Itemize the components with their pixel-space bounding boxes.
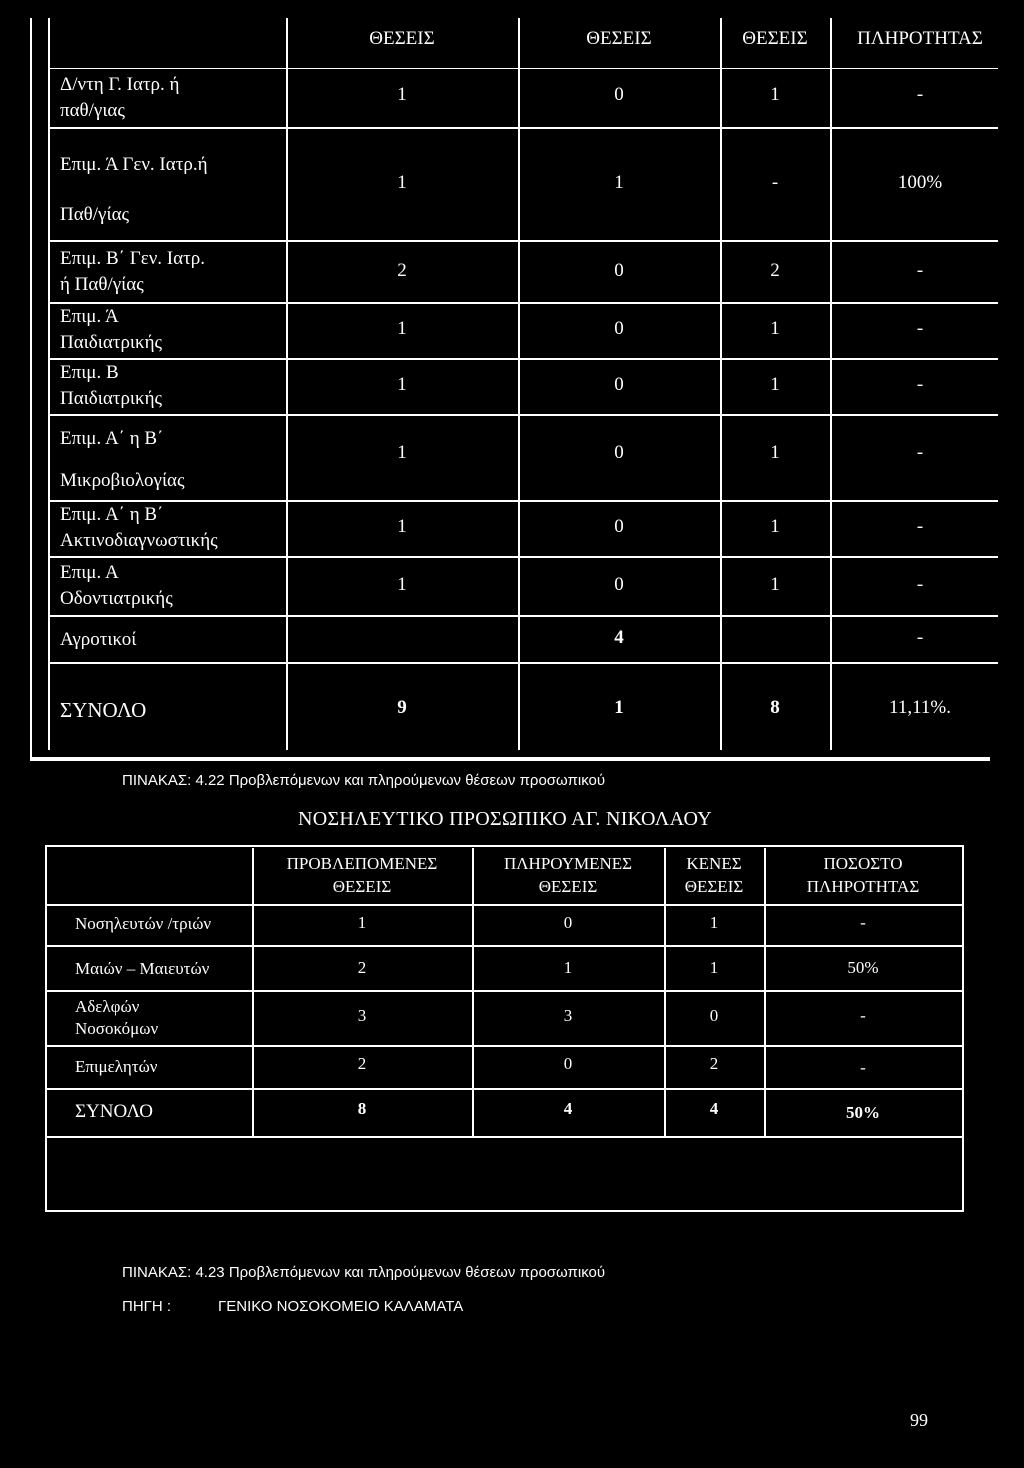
table1-cell: 2: [770, 260, 780, 281]
table2-cell: 0: [563, 913, 573, 932]
table1-row-label: Επιμ. Α΄ η Β΄ Ακτινοδιαγνωστικής: [60, 504, 218, 551]
table1-cell: 1: [397, 516, 407, 537]
table2-cell: 0: [563, 1054, 573, 1073]
table2-header-fill-rate: ΠΟΣΟΣΤΟ ΠΛΗΡΟΤΗΤΑΣ: [806, 854, 920, 896]
table1-cell: -: [916, 442, 924, 463]
table2-total-cell: 50%: [846, 1103, 880, 1122]
table1-cell: 1: [397, 318, 407, 339]
table1-row-label: Επιμ. Β Παιδιατρικής: [60, 362, 163, 409]
table1-total-cell: 9: [397, 697, 407, 718]
table1-row-label: Αγροτικοί: [60, 629, 137, 650]
table2-cell: 1: [357, 913, 367, 932]
table1-cell: 1: [770, 442, 780, 463]
table2-cell: -: [860, 1006, 866, 1025]
table2-row-label: Νοσηλευτών /τριών: [75, 914, 212, 933]
table1-cell: 0: [614, 318, 624, 339]
table1-cell: -: [916, 627, 924, 648]
table1-cell: 0: [614, 442, 624, 463]
table1-total-cell: 8: [770, 697, 780, 718]
table2-header-planned: ΠΡΟΒΛΕΠΟΜΕΝΕΣ ΘΕΣΕΙΣ: [286, 854, 438, 896]
table1-row-label: Επιμ. Ά Γεν. Ιατρ.ή Παθ/γίας: [60, 154, 208, 225]
table2-total-cell: 4: [563, 1099, 573, 1118]
table1-header-2: ΘΕΣΕΙΣ: [586, 28, 652, 49]
table2-total-label: ΣΥΝΟΛΟ: [75, 1101, 154, 1122]
table1-cell: 1: [614, 172, 624, 193]
section-title: ΝΟΣΗΛΕΥΤΙΚΟ ΠΡΟΣΩΠΙΚΟ ΑΓ. ΝΙΚΟΛΑΟΥ: [298, 808, 713, 830]
table1-row-label: Επιμ. Β΄ Γεν. Ιατρ. ή Παθ/γίας: [60, 248, 205, 295]
table1-cell: 1: [397, 442, 407, 463]
table2-cell: 1: [709, 913, 719, 932]
table2-total-cell: 4: [709, 1099, 719, 1118]
table1-total-label: ΣΥΝΟΛΟ: [60, 698, 147, 722]
table2-cell: -: [860, 1058, 866, 1077]
table2-cell: -: [860, 913, 866, 932]
table1-total-cell: 11,11%.: [889, 697, 951, 718]
table1-cell: 1: [770, 374, 780, 395]
table1-cell: 4: [614, 627, 624, 648]
table2-cell: 0: [709, 1006, 719, 1025]
table2-cell: 2: [357, 1054, 367, 1073]
table1-cell: 0: [614, 516, 624, 537]
table1-cell: 1: [397, 84, 407, 105]
table1-cell: 0: [614, 374, 624, 395]
table1-header-4: ΠΛΗΡΟΤΗΤΑΣ: [857, 28, 983, 49]
table2-row-label: Αδελφών Νοσοκόμων: [75, 997, 159, 1038]
table2-cell: 1: [709, 958, 719, 977]
source-value: ΓΕΝΙΚΟ ΝΟΣΟΚΟΜΕΙΟ ΚΑΛΑΜΑΤΑ: [218, 1298, 464, 1315]
table1-cell: 1: [397, 172, 407, 193]
table2-total-cell: 8: [357, 1099, 367, 1118]
table1-cell: 100%: [897, 172, 943, 193]
table1-cell: -: [771, 172, 779, 193]
table1-cell: 0: [614, 84, 624, 105]
table1-cell: 1: [770, 574, 780, 595]
table2-row-label: Μαιών – Μαιευτών: [75, 959, 210, 978]
table1-cell: 1: [770, 84, 780, 105]
table1-cell: 1: [770, 516, 780, 537]
table2-caption: ΠΙΝΑΚΑΣ: 4.23 Προβλεπόμενων και πληρούμενων θέσεων προσωπικού: [122, 1264, 606, 1281]
table1-row-label: Επιμ. Α Οδοντιατρικής: [60, 562, 173, 609]
table1-cell: 0: [614, 260, 624, 281]
table1-row-label: Δ/ντη Γ. Ιατρ. ή παθ/γιας: [60, 74, 180, 121]
table1-cell: 1: [770, 318, 780, 339]
table1-row-label: Επιμ. Α΄ η Β΄ Μικροβιολογίας: [60, 428, 185, 491]
table1-cell: -: [916, 84, 924, 105]
table1-caption: ΠΙΝΑΚΑΣ: 4.22 Προβλεπόμενων και πληρούμενων θέσεων προσωπικού: [122, 772, 606, 789]
table1-cell: -: [916, 516, 924, 537]
table2-cell: 50%: [847, 958, 879, 977]
table2-cell: 3: [357, 1006, 367, 1025]
table1-cell: -: [916, 318, 924, 339]
table2-cell: 2: [709, 1054, 719, 1073]
table1-cell: -: [916, 574, 924, 595]
table1-cell: 0: [614, 574, 624, 595]
table2-cell: 1: [563, 958, 573, 977]
table1-cell: -: [916, 260, 924, 281]
table2-header-filled: ΠΛΗΡΟΥΜΕΝΕΣ ΘΕΣΕΙΣ: [503, 854, 633, 896]
table1-cell: 1: [397, 574, 407, 595]
table1-cell: -: [916, 374, 924, 395]
table2-header-vacant: ΚΕΝΕΣ ΘΕΣΕΙΣ: [684, 854, 744, 896]
table2-row-label: Επιμελητών: [75, 1057, 158, 1076]
table1-cell: 2: [397, 260, 407, 281]
table1-header-3: ΘΕΣΕΙΣ: [742, 28, 808, 49]
table1-total-cell: 1: [614, 697, 624, 718]
source-label: ΠΗΓΗ :: [122, 1298, 172, 1315]
table1-header-1: ΘΕΣΕΙΣ: [369, 28, 435, 49]
table1-row-label: Επιμ. Ά Παιδιατρικής: [60, 306, 163, 353]
table2-cell: 3: [563, 1006, 573, 1025]
page-number: 99: [910, 1410, 928, 1430]
table2-cell: 2: [357, 958, 367, 977]
table1-cell: 1: [397, 374, 407, 395]
